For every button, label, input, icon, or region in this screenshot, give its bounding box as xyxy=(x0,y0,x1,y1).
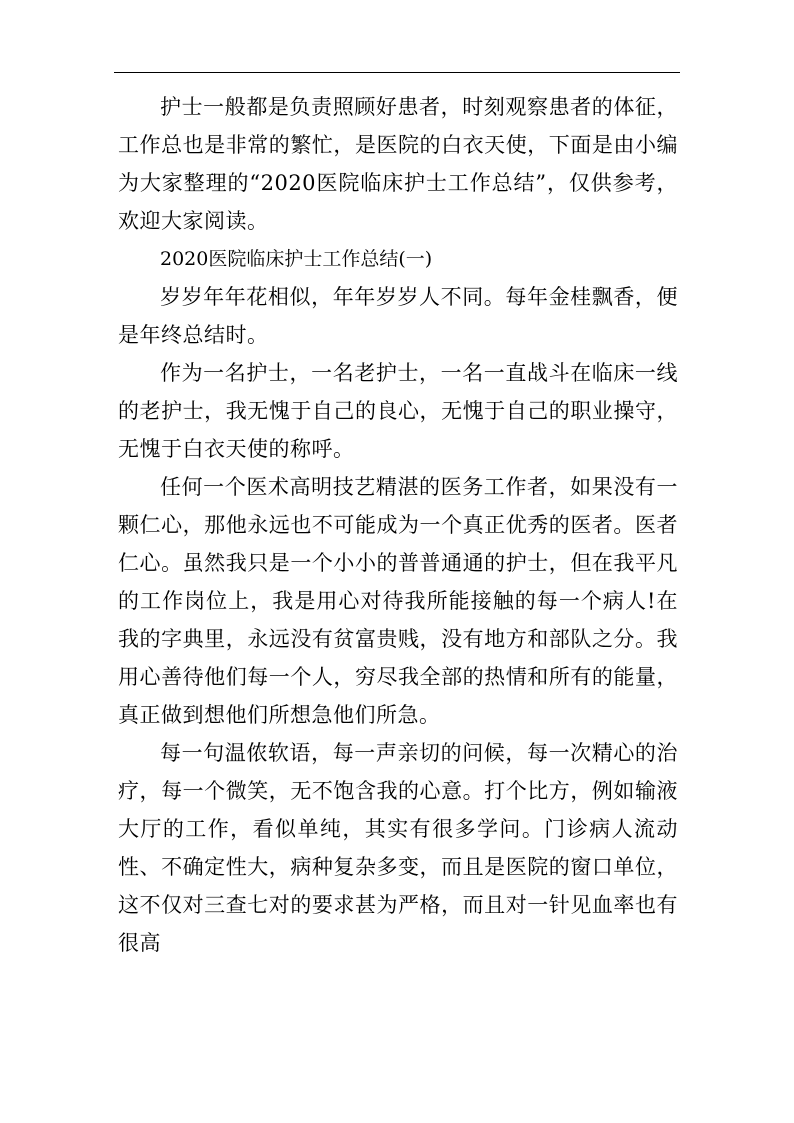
paragraph-4: 每一句温侬软语，每一声亲切的问候，每一次精心的治疗，每一个微笑，无不饱含我的心意。打个比方，例如输液大厅的工作，看似单纯，其实有很多学问。门诊病人流动性、不确定性大，病种复杂多变，而且是医院的窗口单位，这不仅对三查七对的要求甚为严格，而且对一针见血率也有很高 xyxy=(118,741,678,955)
paragraph-3: 任何一个医术高明技艺精湛的医务工作者，如果没有一颗仁心，那他永远也不可能成为一个真正优秀的医者。医者仁心。虽然我只是一个小小的普普通通的护士，但在我平凡的工作岗位上，我是用心对待我所能接触的每一个病人!在我的字典里，永远没有贫富贵贱，没有地方和部队之分。我用心善待他们每一个人，穷尽我全部的热情和所有的能量，真正做到想他们所想急他们所急。 xyxy=(118,475,678,727)
intro-paragraph: 护士一般都是负责照顾好患者，时刻观察患者的体征，工作总也是非常的繁忙，是医院的白衣天使，下面是由小编为大家整理的“2020医院临床护士工作总结”，仅供参考，欢迎大家阅读。 xyxy=(118,95,678,233)
paragraph-1: 岁岁年年花相似，年年岁岁人不同。每年金桂飘香，便是年终总结时。 xyxy=(118,285,678,347)
header-rule xyxy=(114,72,680,73)
section-title: 2020医院临床护士工作总结(一) xyxy=(160,248,433,270)
document-body xyxy=(118,88,678,962)
paragraph-2: 作为一名护士，一名老护士，一名一直战斗在临床一线的老护士，我无愧于自己的良心，无愧于自己的职业操守，无愧于白衣天使的称呼。 xyxy=(118,361,678,461)
